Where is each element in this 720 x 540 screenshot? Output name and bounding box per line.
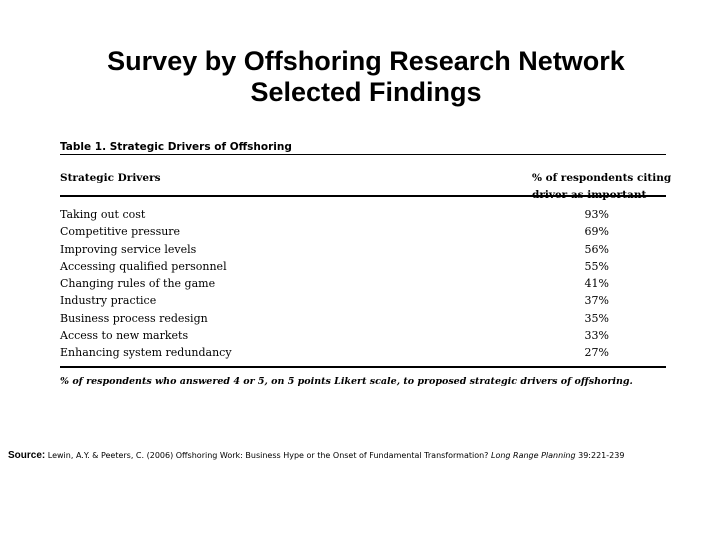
slide-title-line-2: Selected Findings — [250, 77, 482, 107]
slide-title — [0, 46, 720, 108]
table-footnote: % of respondents who answered 4 or 5, on 5 points Likert scale, to proposed strategic drivers of offshoring. — [60, 375, 633, 387]
table-row — [60, 310, 666, 327]
table-row — [60, 275, 666, 292]
percent-cell: 27% — [584, 346, 609, 360]
driver-cell: Taking out cost — [60, 208, 146, 221]
source-citation — [8, 450, 718, 461]
table-caption: Table 1. Strategic Drivers of Offshoring — [60, 141, 292, 153]
percent-cell: 35% — [584, 311, 609, 325]
driver-cell: Improving service levels — [60, 242, 197, 256]
driver-cell: Changing rules of the game — [60, 277, 216, 291]
driver-cell: Access to new markets — [60, 329, 189, 343]
percent-cell: 41% — [584, 277, 609, 291]
percent-cell: 69% — [584, 225, 609, 239]
percent-cell: 93% — [584, 208, 609, 221]
table-row — [60, 344, 666, 361]
driver-cell: Accessing qualified personnel — [60, 259, 227, 273]
driver-cell: Enhancing system redundancy — [60, 346, 232, 360]
table-row — [60, 206, 666, 223]
source-pages: 39:221-239 — [575, 451, 625, 460]
source-label: Source: — [8, 450, 46, 461]
table-row — [60, 327, 666, 344]
table-row — [60, 223, 666, 240]
driver-cell: Industry practice — [60, 294, 157, 308]
slide-title-line-1: Survey by Offshoring Research Network — [107, 46, 625, 76]
percent-cell: 56% — [584, 242, 609, 256]
column-header-percent-line-2: driver as important — [532, 189, 647, 201]
source-text: Lewin, A.Y. & Peeters, C. (2006) Offshoring Work: Business Hype or the Onset of Fundamental Transformation? — [45, 451, 491, 460]
table-body — [60, 197, 666, 366]
column-header-percent-line-1: % of respondents citing — [532, 172, 672, 184]
column-header-percent — [532, 170, 671, 204]
percent-cell: 37% — [584, 294, 609, 308]
table-row — [60, 241, 666, 258]
column-header-driver: Strategic Drivers — [60, 172, 161, 184]
table-header — [60, 155, 672, 201]
strategic-drivers-table — [60, 140, 672, 387]
driver-cell: Business process redesign — [60, 311, 208, 325]
footer-divider — [60, 366, 666, 368]
table-row — [60, 292, 666, 309]
percent-cell: 33% — [584, 329, 609, 343]
driver-cell: Competitive pressure — [60, 225, 181, 239]
percent-cell: 55% — [584, 259, 609, 273]
table-row — [60, 258, 666, 275]
source-journal: Long Range Planning — [490, 451, 576, 460]
